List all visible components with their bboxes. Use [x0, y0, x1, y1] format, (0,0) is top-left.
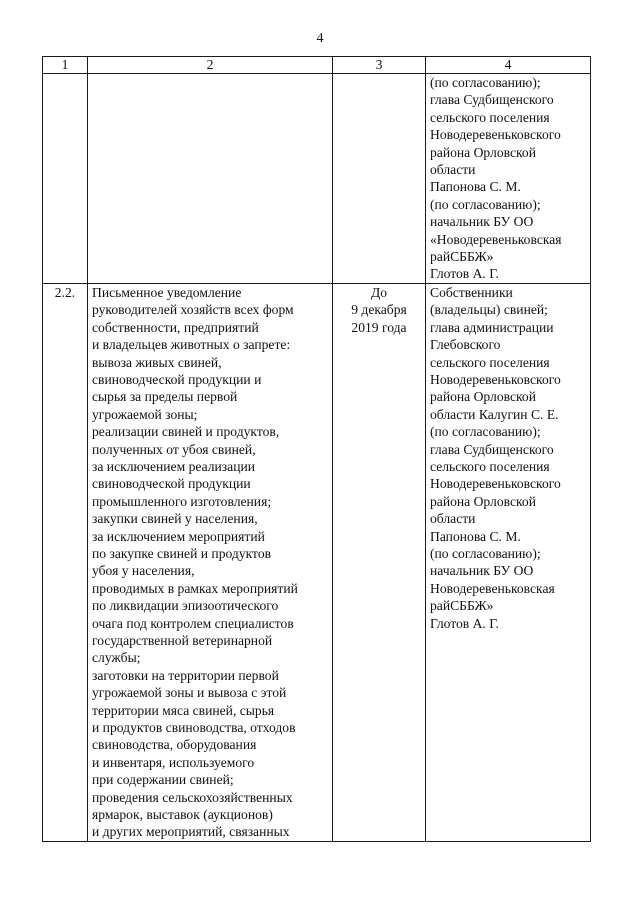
- table-row-2-2: [43, 283, 591, 841]
- row-number-cell: [43, 74, 88, 284]
- responsible-cell: (по согласованию); глава Судбищенского сельского поселения Новодеревеньковского района Орловской области Папонова С. М. (по согласованию); начальник БУ ОО «Новодеревеньковская райСББЖ» Глотов А. Г.: [426, 74, 591, 284]
- column-header-2: 2: [88, 57, 333, 74]
- column-header-1: 1: [43, 57, 88, 74]
- measures-table: [42, 56, 591, 842]
- page-number: 4: [316, 31, 324, 46]
- measure-cell: Письменное уведомление руководителей хозяйств всех форм собственности, предприятий и владельцев животных о запрете: вывоза живых свиней, свиноводческой продукции и сырья за пределы первой угрожаемой зоны; реализации свиней и продуктов, полученных от убоя свиней, за исключением реализации свиноводческой продукции промышленного изготовления; закупки свиней у населения, за исключением мероприятий по закупке свиней и продуктов убоя у населения, проводимых в рамках мероприятий по ликвидации эпизоотического очага под контролем специалистов государственной ветеринарной службы; заготовки на территории первой угрожаемой зоны и вывоза с этой территории мяса свиней, сырья и продуктов свиноводства, отходов свиноводства, оборудования и инвентаря, используемого при содержании свиней; проведения сельскохозяйственных ярмарок, выставок (аукционов) и других мероприятий, связанных: [88, 283, 333, 841]
- column-header-3: 3: [333, 57, 426, 74]
- column-number-row: [43, 57, 591, 74]
- deadline-cell: [333, 74, 426, 284]
- responsible-cell: Собственники (владельцы) свиней; глава администрации Глебовского сельского поселения Новодеревеньковского района Орловской области Калугин С. Е. (по согласованию); глава Судбищенского сельского поселения Новодеревеньковского района Орловской области Папонова С. М. (по согласованию); начальник БУ ОО Новодеревеньковская райСББЖ» Глотов А. Г.: [426, 283, 591, 841]
- table-row-continued: [43, 74, 591, 284]
- deadline-cell: До 9 декабря 2019 года: [333, 283, 426, 841]
- measure-cell: [88, 74, 333, 284]
- row-number-cell: 2.2.: [43, 283, 88, 841]
- column-header-4: 4: [426, 57, 591, 74]
